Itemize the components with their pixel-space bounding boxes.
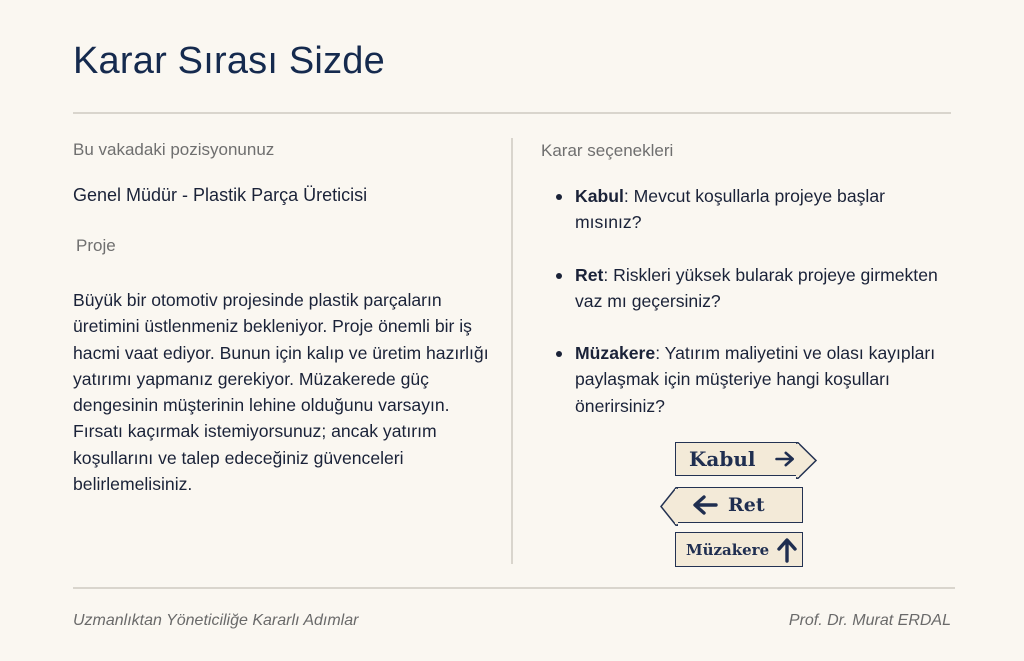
ret-sign-label: Ret (728, 494, 765, 516)
option-kabul (555, 183, 945, 236)
option-text: : Mevcut koşullarla projeye başlar mısınız? (575, 186, 885, 233)
option-text: : Yatırım maliyetini ve olası kayıpları paylaşmak için müşteriye hangi koşulları önerirsiniz? (575, 343, 936, 416)
arrow-left-icon (692, 494, 718, 516)
option-muzakere (555, 340, 945, 419)
option-key: Müzakere (575, 343, 656, 364)
footer-author: Prof. Dr. Murat ERDAL (788, 612, 951, 629)
column-divider (511, 138, 513, 564)
option-key: Ret (575, 264, 604, 285)
option-ret (555, 262, 945, 315)
options-label: Karar seçenekleri (541, 141, 674, 160)
muzakere-sign-label: Müzakere (686, 540, 770, 559)
project-label: Proje (76, 236, 116, 255)
sign-point-right (796, 442, 818, 479)
top-divider (73, 112, 951, 114)
position-label: Bu vakadaki pozisyonunuz (73, 140, 275, 159)
kabul-sign-button[interactable] (675, 442, 797, 476)
muzakere-sign-button[interactable] (675, 532, 803, 567)
kabul-sign-label: Kabul (689, 447, 756, 471)
ret-sign-button[interactable] (676, 487, 803, 523)
page-title: Karar Sırası Sizde (73, 40, 385, 82)
project-description: Büyük bir otomotiv projesinde plastik parçaların üretimini üstlenmeniz bekleniyor. Proje önemli bir iş hacmi vaat ediyor. Bunun için kalıp ve üretim hazırlığı yatırımı yapmanız gerekiyor. Müzakerede güç dengesinin müşterinin lehine olduğunu varsayın. Fırsatı kaçırmak istemiyorsunuz; ancak yatırım koşullarını ve talep edeceğiniz güvenceleri belirlemelisiniz. (73, 290, 489, 495)
role-text: Genel Müdür - Plastik Parça Üreticisi (73, 185, 368, 205)
bullet-icon (556, 351, 562, 357)
decision-options-list (555, 183, 945, 445)
option-text: : Riskleri yüksek bularak projeye girmekten vaz mı geçersiniz? (575, 264, 938, 311)
arrow-up-icon (776, 537, 798, 563)
footer-series-title: Uzmanlıktan Yöneticiliğe Kararlı Adımlar (73, 612, 359, 629)
bullet-icon (556, 194, 562, 200)
bottom-divider (73, 587, 955, 589)
arrow-right-icon (775, 448, 797, 470)
bullet-icon (556, 273, 562, 279)
sign-point-left (660, 487, 678, 526)
option-key: Kabul (575, 186, 624, 206)
